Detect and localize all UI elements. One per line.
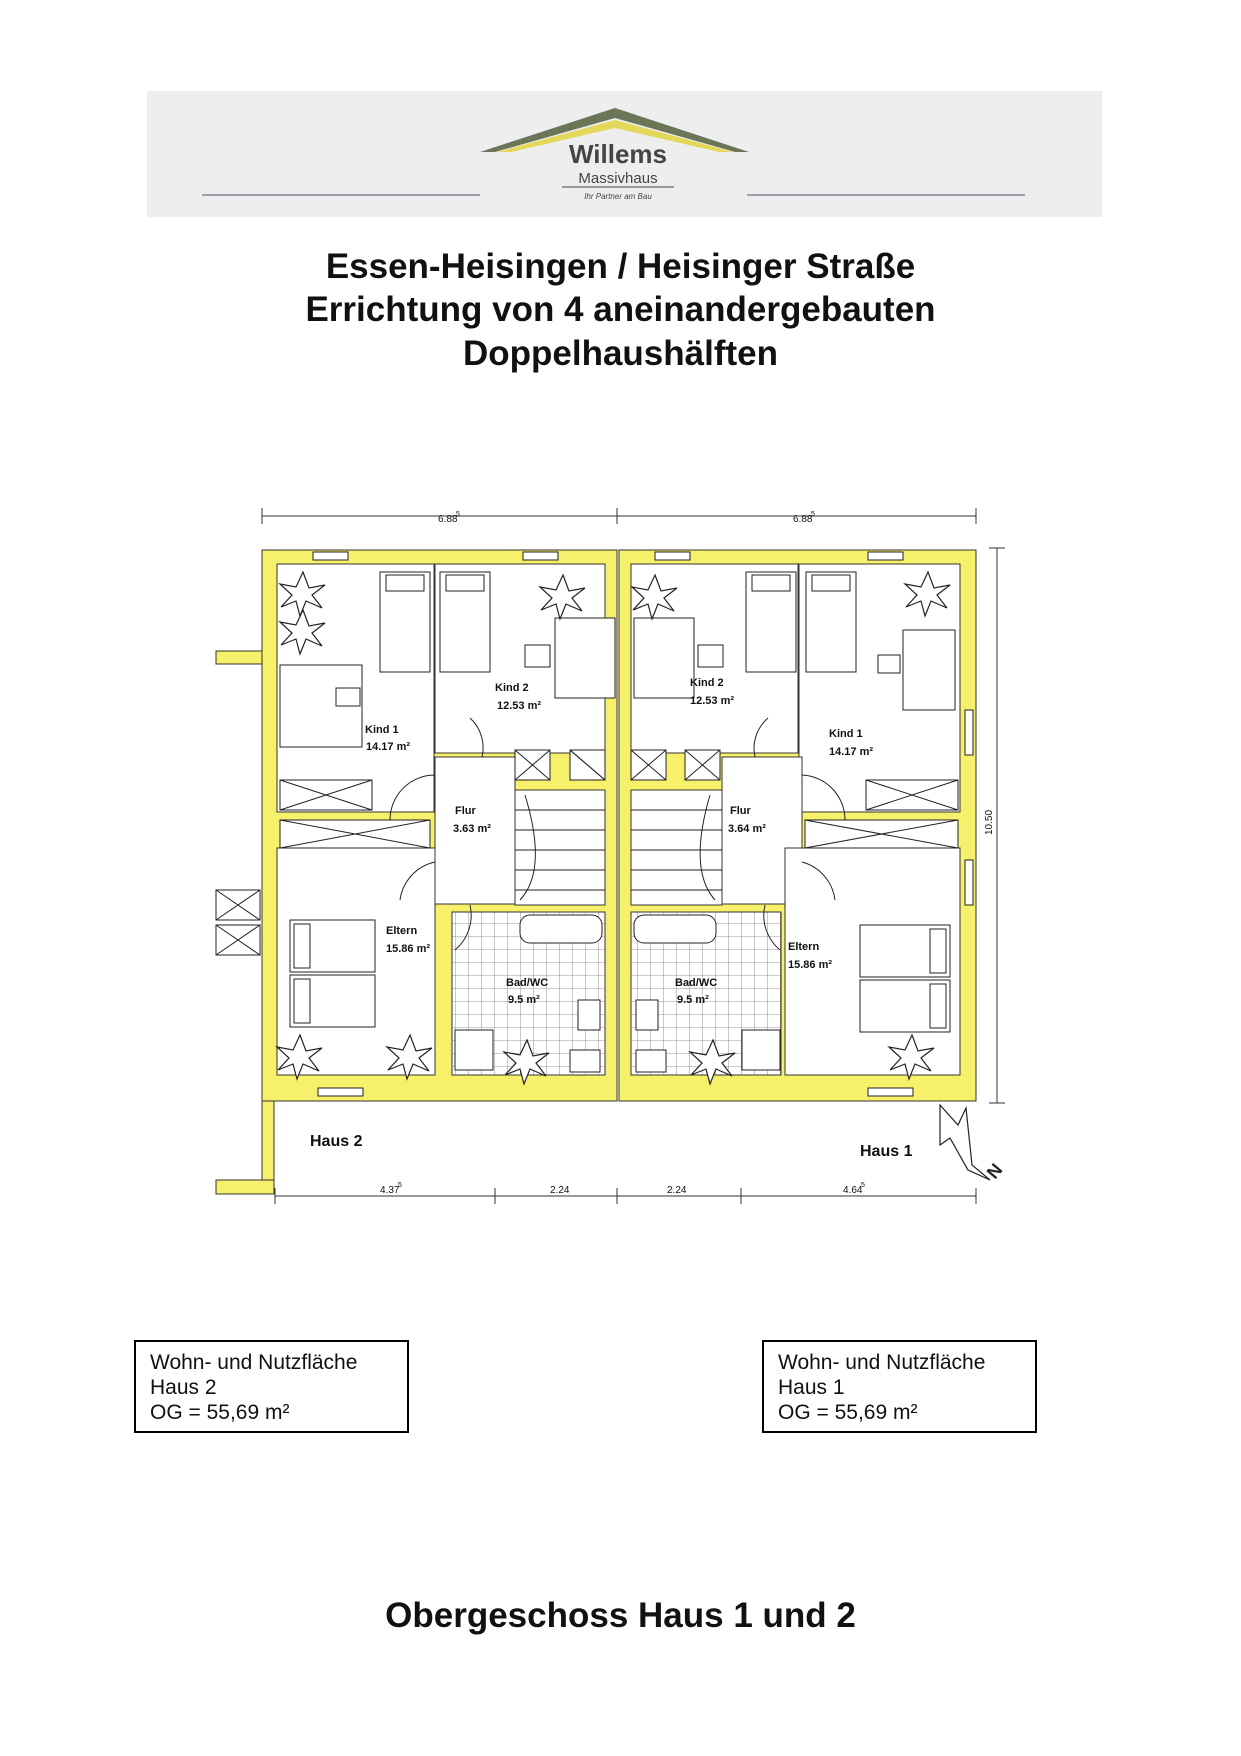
- title-line-2: Errichtung von 4 aneinandergebauten: [305, 290, 936, 329]
- logo-tagline: Ihr Partner am Bau: [584, 192, 652, 201]
- label-flur-left: Flur: [455, 805, 476, 817]
- logo-name: Willems: [568, 139, 668, 169]
- logo-subtitle: Massivhaus: [578, 170, 658, 187]
- area-box-haus2-line2: Haus 2: [150, 1376, 217, 1399]
- area-bad-right: 9.5 m²: [677, 994, 709, 1006]
- area-eltern-left: 15.86 m²: [386, 943, 431, 955]
- label-kind2-left: Kind 2: [495, 682, 529, 694]
- label-flur-right: Flur: [730, 805, 751, 817]
- dim-bottom-2: 2.24: [550, 1185, 570, 1196]
- dim-bottom-4: 4.64: [843, 1185, 863, 1196]
- label-house-right: Haus 1: [860, 1143, 913, 1160]
- area-box-haus1-line2: Haus 1: [778, 1376, 845, 1399]
- footer-title: Obergeschoss Haus 1 und 2: [385, 1596, 856, 1635]
- area-kind1-right: 14.17 m²: [829, 746, 874, 758]
- area-box-haus1-line3: OG = 55,69 m²: [778, 1401, 918, 1424]
- area-box-haus2-line1: Wohn- und Nutzfläche: [150, 1351, 358, 1374]
- dim-right: 10.50: [984, 809, 995, 835]
- area-eltern-right: 15.86 m²: [788, 959, 833, 971]
- dim-top-left: 6.88: [438, 514, 458, 525]
- label-eltern-right: Eltern: [788, 941, 820, 953]
- area-box-haus1: [762, 1340, 1037, 1433]
- area-box-haus2: [134, 1340, 409, 1433]
- dim-bottom-1: 4.37: [380, 1185, 400, 1196]
- north-label: N: [982, 1159, 1007, 1183]
- dim-bottom-4-sup: 5: [861, 1182, 865, 1189]
- label-eltern-left: Eltern: [386, 925, 418, 937]
- label-kind1-right: Kind 1: [829, 728, 863, 740]
- area-box-haus2-line3: OG = 55,69 m²: [150, 1401, 290, 1424]
- dim-bottom-3: 2.24: [667, 1185, 687, 1196]
- dim-top-left-sup: 5: [456, 511, 460, 518]
- title-line-1: Essen-Heisingen / Heisinger Straße: [325, 247, 916, 286]
- dim-top-right-sup: 5: [811, 511, 815, 518]
- label-kind2-right: Kind 2: [690, 677, 724, 689]
- area-kind1-left: 14.17 m²: [366, 741, 411, 753]
- dimension-top: [262, 508, 976, 524]
- area-flur-right: 3.64 m²: [728, 823, 766, 835]
- stairs-right: [631, 790, 722, 905]
- label-bad-right: Bad/WC: [675, 977, 718, 989]
- title-line-3: Doppelhaushälften: [462, 334, 779, 373]
- area-bad-left: 9.5 m²: [508, 994, 540, 1006]
- area-flur-left: 3.63 m²: [453, 823, 491, 835]
- dim-top-right: 6.88: [793, 514, 813, 525]
- dim-bottom-1-sup: 5: [398, 1182, 402, 1189]
- label-bad-left: Bad/WC: [506, 977, 549, 989]
- area-kind2-left: 12.53 m²: [497, 700, 542, 712]
- label-kind1-left: Kind 1: [365, 724, 399, 736]
- area-kind2-right: 12.53 m²: [690, 695, 735, 707]
- area-box-haus1-line1: Wohn- und Nutzfläche: [778, 1351, 986, 1374]
- label-house-left: Haus 2: [310, 1133, 363, 1150]
